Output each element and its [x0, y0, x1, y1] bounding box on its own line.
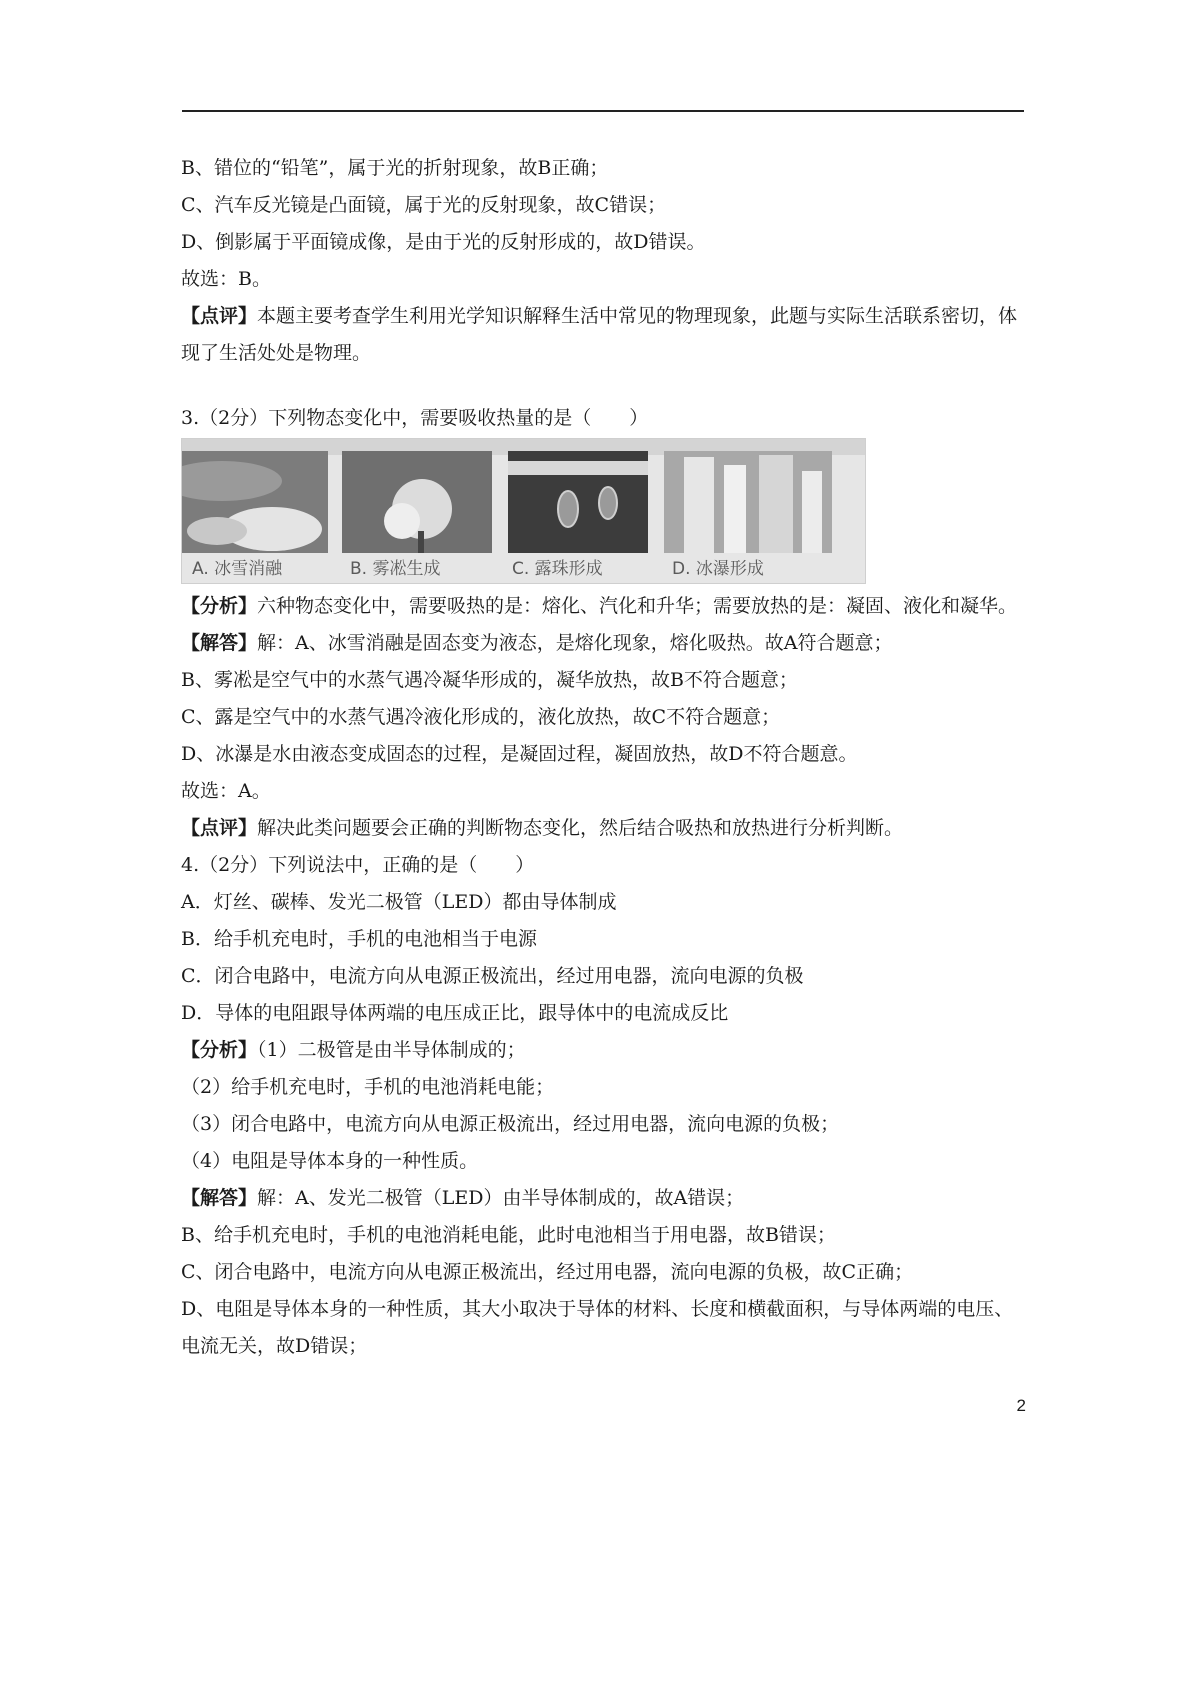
analysis-paragraph: [181, 588, 1026, 625]
image-panel-b: [342, 451, 492, 553]
review-tag: 【点评】: [181, 817, 258, 839]
text-line: D、电阻是导体本身的一种性质，其大小取决于导体的材料、长度和横截面积，与导体两端的电压、电流无关，故D错误；: [181, 1298, 1014, 1357]
question-3-image: [181, 438, 866, 584]
image-caption-c: C. 露珠形成: [512, 559, 603, 579]
answer-paragraph: [181, 1180, 1026, 1217]
image-caption-b: B. 雾凇生成: [350, 559, 441, 579]
header-rule: [182, 110, 1024, 112]
image-panel-d: [664, 451, 832, 553]
review-paragraph: [181, 298, 1026, 372]
answer-tag: 【解答】: [181, 632, 258, 654]
text-line: C、闭合电路中，电流方向从电源正极流出，经过用电器，流向电源的负极，故C正确；: [181, 1261, 914, 1283]
image-caption-a: A. 冰雪消融: [192, 559, 283, 579]
analysis-text: 六种物态变化中，需要吸热的是：熔化、汽化和升华；需要放热的是：凝固、液化和凝华。: [257, 595, 1018, 617]
answer-tag: 【解答】: [181, 1187, 258, 1209]
review-paragraph: [181, 810, 1026, 847]
answer-text: 解：A、冰雪消融是固态变为液态，是熔化现象，熔化吸热。故A符合题意；: [257, 632, 893, 654]
page-number: 2: [1016, 1396, 1026, 1415]
option-c: C．闭合电路中，电流方向从电源正极流出，经过用电器，流向电源的负极: [181, 965, 804, 987]
image-panel-c: [508, 451, 648, 553]
text-line: （3）闭合电路中，电流方向从电源正极流出，经过用电器，流向电源的负极；: [181, 1113, 840, 1135]
text-line: C、露是空气中的水蒸气遇冷液化形成的，液化放热，故C不符合题意；: [181, 706, 781, 728]
review-text: 本题主要考查学生利用光学知识解释生活中常见的物理现象，此题与实际生活联系密切，体现了生活处处是物理。: [181, 305, 1018, 364]
option-a: A．灯丝、碳棒、发光二极管（LED）都由导体制成: [181, 891, 617, 913]
text-line: （4）电阻是导体本身的一种性质。: [181, 1150, 479, 1172]
text-line: 故选：B。: [181, 268, 271, 290]
text-line: B、给手机充电时，手机的电池消耗电能，此时电池相当于用电器，故B错误；: [181, 1224, 836, 1246]
option-b: B．给手机充电时，手机的电池相当于电源: [181, 928, 537, 950]
analysis-tag: 【分析】: [181, 595, 258, 617]
analysis-text: （1）二极管是由半导体制成的；: [257, 1039, 526, 1061]
text-line: C、汽车反光镜是凸面镜，属于光的反射现象，故C错误；: [181, 194, 667, 216]
text-line: D、冰瀑是水由液态变成固态的过程，是凝固过程，凝固放热，故D不符合题意。: [181, 743, 858, 765]
answer-paragraph: [181, 625, 1026, 662]
image-caption-d: D. 冰瀑形成: [672, 559, 764, 579]
review-text: 解决此类问题要会正确的判断物态变化，然后结合吸热和放热进行分析判断。: [257, 817, 904, 839]
image-panel-a: [182, 451, 328, 553]
analysis-paragraph: [181, 1032, 1026, 1069]
text-line: B、错位的“铅笔”，属于光的折射现象，故B正确；: [181, 157, 609, 179]
option-d: D．导体的电阻跟导体两端的电压成正比，跟导体中的电流成反比: [181, 1002, 729, 1024]
text-line: （2）给手机充电时，手机的电池消耗电能；: [181, 1076, 555, 1098]
analysis-tag: 【分析】: [181, 1039, 258, 1061]
text-line: D、倒影属于平面镜成像，是由于光的反射形成的，故D错误。: [181, 231, 706, 253]
question-4-stem: 4.（2分）下列说法中，正确的是（ ）: [181, 854, 535, 876]
text-line: 故选：A。: [181, 780, 271, 802]
question-3-stem: 3.（2分）下列物态变化中，需要吸收热量的是（ ）: [181, 407, 649, 429]
text-line: B、雾凇是空气中的水蒸气遇冷凝华形成的，凝华放热，故B不符合题意；: [181, 669, 798, 691]
review-tag: 【点评】: [181, 305, 258, 327]
page-content: [181, 150, 1026, 1365]
answer-text: 解：A、发光二极管（LED）由半导体制成的，故A错误；: [257, 1187, 745, 1209]
